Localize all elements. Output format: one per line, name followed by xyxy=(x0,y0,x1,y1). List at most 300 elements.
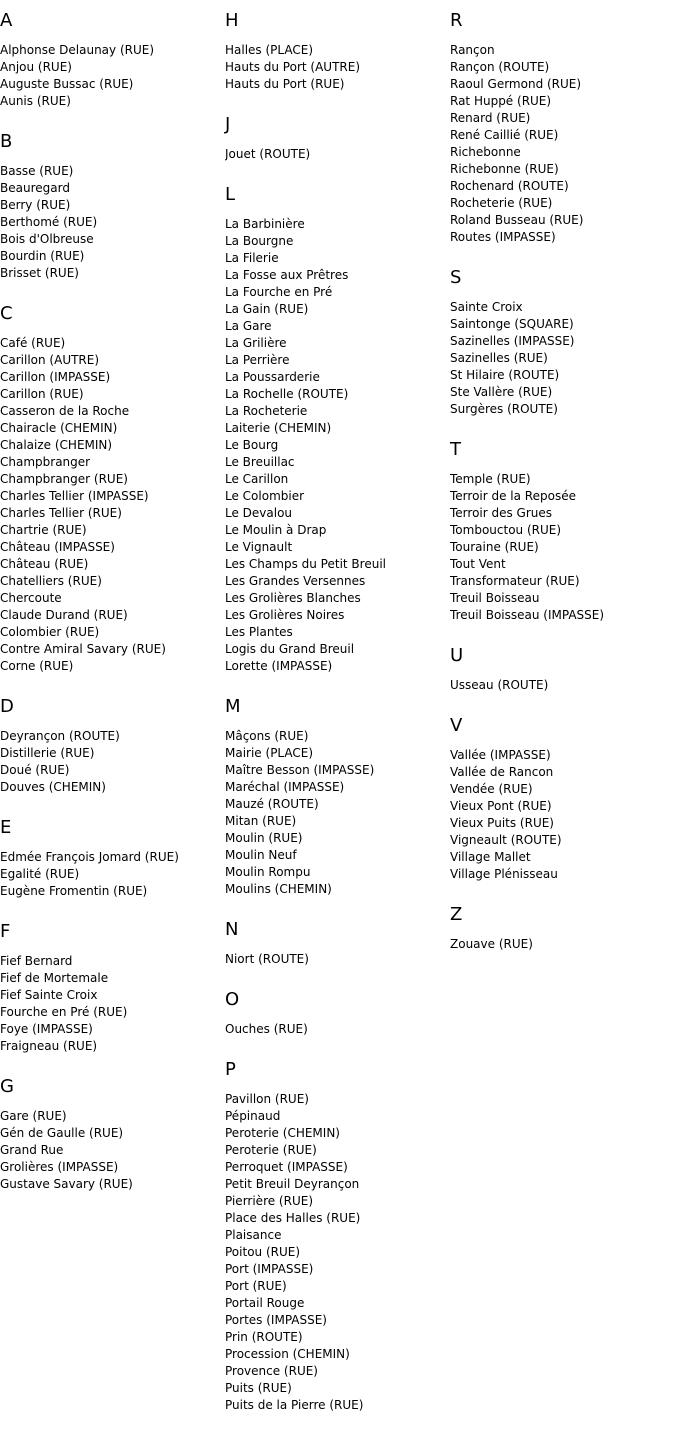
letter-section xyxy=(225,11,450,93)
street-name: Bourdin (RUE) xyxy=(0,249,85,263)
street-name: Champbranger (RUE) xyxy=(0,472,128,486)
street-list-item xyxy=(225,1380,450,1397)
street-list-item xyxy=(450,76,675,93)
street-name: La Fosse aux Prêtres xyxy=(225,268,349,282)
street-list-item xyxy=(225,556,450,573)
street-name: Treuil Boisseau xyxy=(450,591,540,605)
street-list-item xyxy=(450,127,675,144)
street-name: Rançon xyxy=(450,43,495,57)
street-list-item xyxy=(450,815,675,832)
street-list-item xyxy=(0,231,225,248)
street-name: Bois d'Olbreuse xyxy=(0,232,94,246)
street-list-item xyxy=(450,832,675,849)
street-name: Basse (RUE) xyxy=(0,164,74,178)
street-list-item xyxy=(450,316,675,333)
street-name: Logis du Grand Breuil xyxy=(225,642,355,656)
street-name: Chercoute xyxy=(0,591,62,605)
street-name: Moulin Rompu xyxy=(225,865,311,879)
street-list-item xyxy=(225,1159,450,1176)
street-list xyxy=(225,1091,450,1414)
street-name: La Rocheterie xyxy=(225,404,308,418)
street-name: Pierrière (RUE) xyxy=(225,1194,313,1208)
street-list-item xyxy=(225,1295,450,1312)
street-list-item xyxy=(450,333,675,350)
street-list-item xyxy=(450,299,675,316)
street-list-item xyxy=(0,658,225,675)
street-name: Les Grandes Versennes xyxy=(225,574,366,588)
street-list xyxy=(225,216,450,675)
street-name: Café (RUE) xyxy=(0,336,66,350)
street-list-item xyxy=(225,658,450,675)
street-name: Carillon (IMPASSE) xyxy=(0,370,111,384)
street-name: Beauregard xyxy=(0,181,70,195)
street-list-item xyxy=(0,641,225,658)
street-list-item xyxy=(225,796,450,813)
street-list xyxy=(450,936,675,953)
street-name: Fourche en Pré (RUE) xyxy=(0,1005,128,1019)
street-list-item xyxy=(225,1210,450,1227)
street-list-item xyxy=(0,779,225,796)
street-name: La Poussarderie xyxy=(225,370,320,384)
street-list-item xyxy=(225,250,450,267)
street-list-item xyxy=(225,951,450,968)
street-list-item xyxy=(225,813,450,830)
street-name: Grolières (IMPASSE) xyxy=(0,1160,119,1174)
street-list-item xyxy=(225,318,450,335)
street-list-item xyxy=(0,335,225,352)
street-name: Les Plantes xyxy=(225,625,293,639)
street-name: La Gain (RUE) xyxy=(225,302,309,316)
street-name: Le Colombier xyxy=(225,489,305,503)
street-name: Transformateur (RUE) xyxy=(450,574,580,588)
street-name: Doué (RUE) xyxy=(0,763,70,777)
street-name: Maître Besson (IMPASSE) xyxy=(225,763,375,777)
street-name: Mauzé (ROUTE) xyxy=(225,797,319,811)
street-name: Village Plénisseau xyxy=(450,867,558,881)
street-name: La Gare xyxy=(225,319,272,333)
street-name: Poitou (RUE) xyxy=(225,1245,301,1259)
street-list-item xyxy=(450,144,675,161)
street-list-item xyxy=(225,76,450,93)
street-name: Vendée (RUE) xyxy=(450,782,533,796)
street-list-item xyxy=(450,539,675,556)
street-name: Le Vignault xyxy=(225,540,293,554)
street-name: Chartrie (RUE) xyxy=(0,523,87,537)
street-list-item xyxy=(225,607,450,624)
street-list-item xyxy=(225,864,450,881)
street-list-item xyxy=(0,488,225,505)
street-list-item xyxy=(225,352,450,369)
street-list-item xyxy=(225,522,450,539)
street-name: Usseau (ROUTE) xyxy=(450,678,549,692)
section-letter-heading: G xyxy=(0,1076,14,1097)
street-name: Rocheterie (RUE) xyxy=(450,196,553,210)
street-name: Mairie (PLACE) xyxy=(225,746,314,760)
column-2 xyxy=(225,0,450,1436)
street-list-item xyxy=(0,762,225,779)
street-list xyxy=(450,747,675,883)
street-list-item xyxy=(0,93,225,110)
street-list xyxy=(225,951,450,968)
street-list-item xyxy=(225,1108,450,1125)
street-name: Chatelliers (RUE) xyxy=(0,574,102,588)
street-name: Egalité (RUE) xyxy=(0,867,80,881)
letter-section xyxy=(450,646,675,694)
letter-section xyxy=(0,697,225,796)
street-list-item xyxy=(225,624,450,641)
letter-section xyxy=(450,440,675,624)
street-name: Alphonse Delaunay (RUE) xyxy=(0,43,155,57)
street-name: Zouave (RUE) xyxy=(450,937,533,951)
street-name: Berthomé (RUE) xyxy=(0,215,98,229)
letter-section xyxy=(225,1060,450,1414)
street-list-item xyxy=(0,866,225,883)
street-list-item xyxy=(450,590,675,607)
letter-section xyxy=(0,304,225,675)
street-name: Tout Vent xyxy=(450,557,506,571)
street-list-item xyxy=(450,229,675,246)
street-list-item xyxy=(0,590,225,607)
street-list-item xyxy=(0,1038,225,1055)
street-name: Pépinaud xyxy=(225,1109,281,1123)
street-list-item xyxy=(225,301,450,318)
street-list-item xyxy=(0,454,225,471)
street-list-item xyxy=(225,471,450,488)
street-list-item xyxy=(0,728,225,745)
street-list-item xyxy=(0,624,225,641)
street-name: Portail Rouge xyxy=(225,1296,305,1310)
street-list-item xyxy=(0,197,225,214)
letter-section xyxy=(0,11,225,110)
section-letter-heading: U xyxy=(450,645,464,666)
street-name: Aunis (RUE) xyxy=(0,94,71,108)
street-name: Procession (CHEMIN) xyxy=(225,1347,350,1361)
street-name: René Caillié (RUE) xyxy=(450,128,559,142)
street-list-item xyxy=(450,367,675,384)
street-list-item xyxy=(450,212,675,229)
section-letter-heading: J xyxy=(225,114,231,135)
street-list-item xyxy=(225,573,450,590)
street-name: Vieux Puits (RUE) xyxy=(450,816,554,830)
street-name: Chairacle (CHEMIN) xyxy=(0,421,118,435)
street-list-item xyxy=(225,1397,450,1414)
street-name: Auguste Bussac (RUE) xyxy=(0,77,134,91)
street-list-item xyxy=(450,59,675,76)
section-letter-heading: E xyxy=(0,817,12,838)
street-name: Carillon (RUE) xyxy=(0,387,84,401)
street-list-item xyxy=(225,1261,450,1278)
street-list-item xyxy=(0,386,225,403)
section-letter-heading: B xyxy=(0,131,13,152)
street-name: Treuil Boisseau (IMPASSE) xyxy=(450,608,605,622)
street-name: Mitan (RUE) xyxy=(225,814,297,828)
street-name: Moulin Neuf xyxy=(225,848,297,862)
street-list-item xyxy=(225,830,450,847)
street-name: Foye (IMPASSE) xyxy=(0,1022,93,1036)
street-list-item xyxy=(0,1159,225,1176)
street-list-item xyxy=(225,369,450,386)
street-list-item xyxy=(225,1278,450,1295)
street-name: Berry (RUE) xyxy=(0,198,71,212)
street-list-item xyxy=(450,401,675,418)
section-letter-heading: Z xyxy=(450,904,463,925)
street-list-item xyxy=(450,573,675,590)
street-name: Corne (RUE) xyxy=(0,659,74,673)
street-list-item xyxy=(225,1346,450,1363)
street-name: Charles Tellier (RUE) xyxy=(0,506,122,520)
street-list xyxy=(450,299,675,418)
section-letter-heading: C xyxy=(0,303,13,324)
street-list-item xyxy=(225,1142,450,1159)
street-list-item xyxy=(225,1329,450,1346)
street-name: Place des Halles (RUE) xyxy=(225,1211,361,1225)
street-list-item xyxy=(225,267,450,284)
street-list-item xyxy=(225,1363,450,1380)
section-letter-heading: A xyxy=(0,10,13,31)
street-list-item xyxy=(0,1021,225,1038)
street-list xyxy=(0,953,225,1055)
street-name: Le Moulin à Drap xyxy=(225,523,327,537)
street-list-item xyxy=(450,798,675,815)
street-list-item xyxy=(450,471,675,488)
street-list-item xyxy=(450,505,675,522)
street-name: Petit Breuil Deyrançon xyxy=(225,1177,360,1191)
street-list-item xyxy=(225,745,450,762)
street-name: Claude Durand (RUE) xyxy=(0,608,128,622)
street-name: Grand Rue xyxy=(0,1143,64,1157)
street-name: Sazinelles (IMPASSE) xyxy=(450,334,575,348)
street-name: Chalaize (CHEMIN) xyxy=(0,438,113,452)
street-list-item xyxy=(450,161,675,178)
street-list-item xyxy=(225,420,450,437)
street-list-item xyxy=(225,762,450,779)
street-list-item xyxy=(450,607,675,624)
street-name: Anjou (RUE) xyxy=(0,60,72,74)
street-name: Saintonge (SQUARE) xyxy=(450,317,574,331)
street-list-item xyxy=(225,1312,450,1329)
street-list-item xyxy=(225,403,450,420)
street-name: Carillon (AUTRE) xyxy=(0,353,100,367)
street-list-item xyxy=(450,747,675,764)
street-list-item xyxy=(450,195,675,212)
street-name: Colombier (RUE) xyxy=(0,625,100,639)
street-name: Charles Tellier (IMPASSE) xyxy=(0,489,149,503)
section-letter-heading: R xyxy=(450,10,463,31)
street-name: La Perrière xyxy=(225,353,290,367)
street-list-item xyxy=(225,488,450,505)
section-letter-heading: O xyxy=(225,989,240,1010)
street-list xyxy=(0,42,225,110)
street-name: La Bourgne xyxy=(225,234,294,248)
section-letter-heading: T xyxy=(450,439,461,460)
street-list-item xyxy=(0,369,225,386)
street-name: Fief de Mortemale xyxy=(0,971,109,985)
street-name: Les Champs du Petit Breuil xyxy=(225,557,386,571)
street-list-item xyxy=(0,970,225,987)
street-list-item xyxy=(0,1125,225,1142)
street-name: Moulins (CHEMIN) xyxy=(225,882,332,896)
street-name: Peroterie (RUE) xyxy=(225,1143,317,1157)
street-name: Prin (ROUTE) xyxy=(225,1330,303,1344)
section-letter-heading: V xyxy=(450,715,463,736)
street-list-item xyxy=(225,284,450,301)
street-list-item xyxy=(0,163,225,180)
street-list-item xyxy=(225,539,450,556)
section-letter-heading: L xyxy=(225,184,236,205)
street-list-item xyxy=(0,403,225,420)
street-name: Port (IMPASSE) xyxy=(225,1262,314,1276)
street-list xyxy=(225,42,450,93)
street-list-item xyxy=(225,590,450,607)
section-letter-heading: D xyxy=(0,696,14,717)
street-list-item xyxy=(0,953,225,970)
street-list-item xyxy=(225,437,450,454)
street-list-item xyxy=(225,454,450,471)
street-name: Fraigneau (RUE) xyxy=(0,1039,98,1053)
street-name: Laiterie (CHEMIN) xyxy=(225,421,332,435)
street-name: Halles (PLACE) xyxy=(225,43,314,57)
street-list-item xyxy=(0,539,225,556)
street-list-item xyxy=(225,881,450,898)
street-list-item xyxy=(225,1176,450,1193)
section-letter-heading: P xyxy=(225,1059,236,1080)
street-name: La Grilière xyxy=(225,336,287,350)
street-list-item xyxy=(225,779,450,796)
street-list xyxy=(0,728,225,796)
street-list-item xyxy=(0,745,225,762)
street-list-item xyxy=(225,1227,450,1244)
street-list-item xyxy=(0,573,225,590)
street-list xyxy=(450,42,675,246)
street-name: Rat Huppé (RUE) xyxy=(450,94,552,108)
street-name: Champbranger xyxy=(0,455,91,469)
street-name: Vallée de Rancon xyxy=(450,765,554,779)
street-list-item xyxy=(0,59,225,76)
street-list-item xyxy=(225,1193,450,1210)
street-name: La Fourche en Pré xyxy=(225,285,333,299)
street-name: Les Grolières Blanches xyxy=(225,591,361,605)
column-1 xyxy=(0,0,225,1215)
street-name: Terroir des Grues xyxy=(450,506,553,520)
street-name: Le Bourg xyxy=(225,438,279,452)
street-name: Hauts du Port (AUTRE) xyxy=(225,60,360,74)
letter-section xyxy=(225,185,450,675)
street-name: Terroir de la Reposée xyxy=(450,489,576,503)
street-name: Renard (RUE) xyxy=(450,111,531,125)
street-list xyxy=(225,728,450,898)
street-name: Château (RUE) xyxy=(0,557,89,571)
street-list-item xyxy=(225,216,450,233)
street-list-item xyxy=(225,1125,450,1142)
street-name: Contre Amiral Savary (RUE) xyxy=(0,642,166,656)
street-list-item xyxy=(0,849,225,866)
street-name: St Hilaire (ROUTE) xyxy=(450,368,560,382)
street-list-item xyxy=(0,352,225,369)
street-list-item xyxy=(450,522,675,539)
street-name: Raoul Germond (RUE) xyxy=(450,77,582,91)
letter-section xyxy=(0,922,225,1055)
street-name: Puits de la Pierre (RUE) xyxy=(225,1398,364,1412)
street-list-item xyxy=(450,93,675,110)
street-list-item xyxy=(450,384,675,401)
street-list xyxy=(0,1108,225,1193)
street-list-item xyxy=(225,146,450,163)
street-list-item xyxy=(450,677,675,694)
street-list-item xyxy=(0,214,225,231)
street-name: Niort (ROUTE) xyxy=(225,952,309,966)
street-name: Plaisance xyxy=(225,1228,282,1242)
street-name: La Rochelle (ROUTE) xyxy=(225,387,349,401)
street-name: Le Carillon xyxy=(225,472,289,486)
street-name: Routes (IMPASSE) xyxy=(450,230,556,244)
street-list-item xyxy=(450,556,675,573)
letter-section xyxy=(450,716,675,883)
street-list-item xyxy=(0,180,225,197)
street-name: La Barbinière xyxy=(225,217,305,231)
street-name: La Filerie xyxy=(225,251,279,265)
street-list-item xyxy=(0,883,225,900)
letter-section xyxy=(225,115,450,163)
street-list-item xyxy=(225,59,450,76)
street-list xyxy=(225,146,450,163)
street-name: Gén de Gaulle (RUE) xyxy=(0,1126,124,1140)
column-3 xyxy=(450,0,675,975)
street-list-item xyxy=(225,386,450,403)
street-name: Rançon (ROUTE) xyxy=(450,60,550,74)
street-name: Village Mallet xyxy=(450,850,531,864)
letter-section xyxy=(0,132,225,282)
street-list-item xyxy=(450,764,675,781)
street-name: Vigneault (ROUTE) xyxy=(450,833,562,847)
street-list-item xyxy=(450,866,675,883)
street-list-item xyxy=(0,607,225,624)
street-name: Moulin (RUE) xyxy=(225,831,303,845)
street-name: Portes (IMPASSE) xyxy=(225,1313,327,1327)
street-name: Brisset (RUE) xyxy=(0,266,79,280)
street-name: Mâçons (RUE) xyxy=(225,729,309,743)
street-list-item xyxy=(225,641,450,658)
street-name: Lorette (IMPASSE) xyxy=(225,659,333,673)
street-list-item xyxy=(0,76,225,93)
street-name: Surgères (ROUTE) xyxy=(450,402,558,416)
street-name: Pavillon (RUE) xyxy=(225,1092,309,1106)
street-name: Ste Vallère (RUE) xyxy=(450,385,553,399)
street-name: Port (RUE) xyxy=(225,1279,287,1293)
street-list xyxy=(450,677,675,694)
street-list-item xyxy=(0,556,225,573)
street-list-item xyxy=(225,1091,450,1108)
street-list xyxy=(225,1021,450,1038)
street-name: Fief Bernard xyxy=(0,954,73,968)
letter-section xyxy=(225,920,450,968)
street-name: Distillerie (RUE) xyxy=(0,746,95,760)
street-name: Tombouctou (RUE) xyxy=(450,523,562,537)
letter-section xyxy=(450,905,675,953)
street-name: Peroterie (CHEMIN) xyxy=(225,1126,340,1140)
street-name: Les Grolières Noires xyxy=(225,608,345,622)
street-name: Richebonne (RUE) xyxy=(450,162,559,176)
street-list-item xyxy=(0,471,225,488)
street-list-item xyxy=(0,1004,225,1021)
street-list xyxy=(450,471,675,624)
street-list-item xyxy=(225,728,450,745)
street-list xyxy=(0,163,225,282)
street-list xyxy=(0,335,225,675)
street-name: Provence (RUE) xyxy=(225,1364,318,1378)
street-list-item xyxy=(450,488,675,505)
street-name: Le Breuillac xyxy=(225,455,295,469)
street-name: Edmée François Jomard (RUE) xyxy=(0,850,179,864)
